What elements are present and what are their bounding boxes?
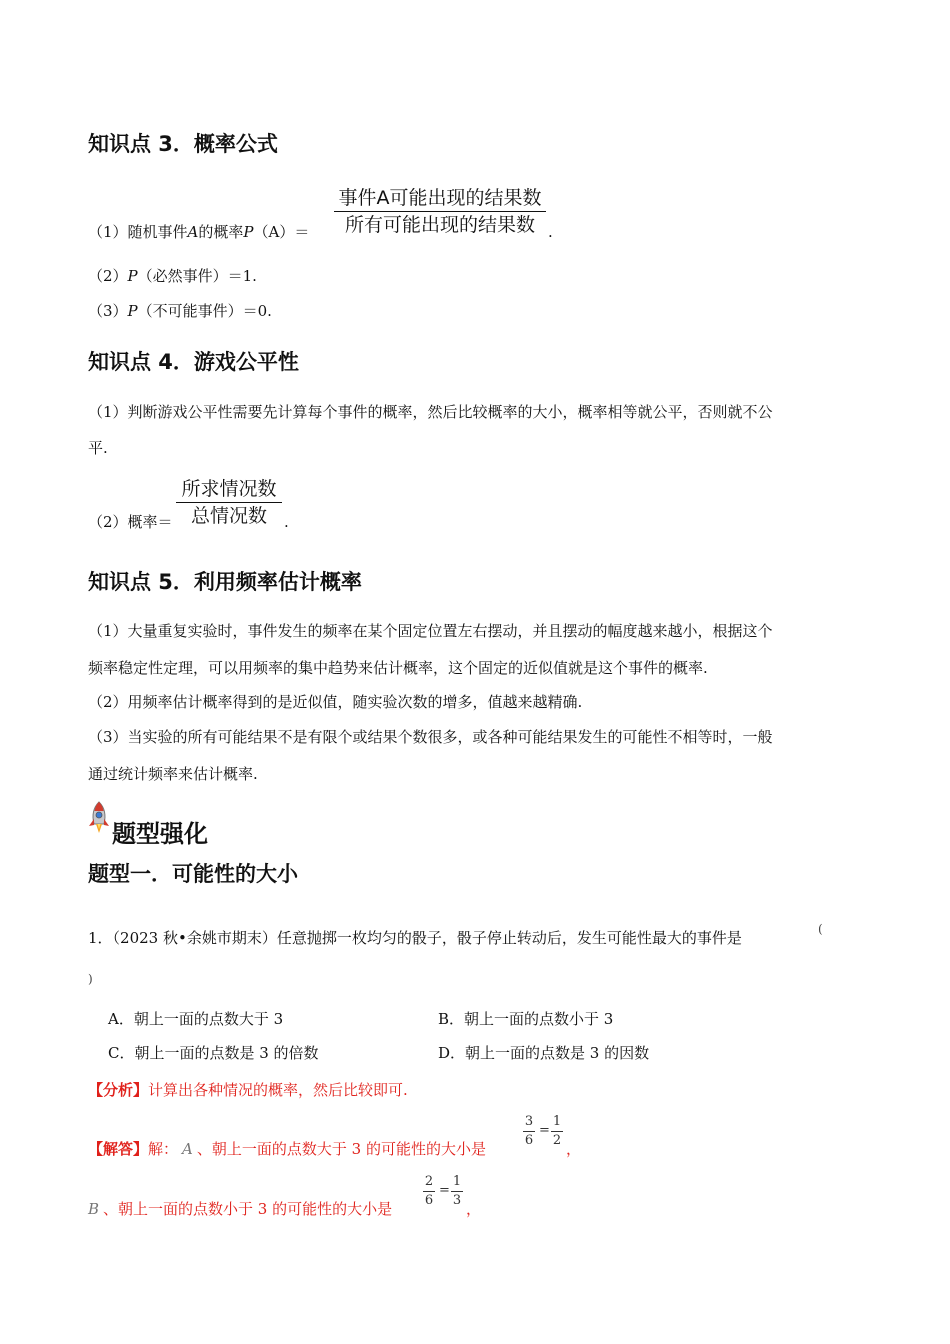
q1-paren-open: ( <box>818 922 823 936</box>
k3-fraction <box>334 186 546 237</box>
k3-line1-end: . <box>548 223 553 241</box>
k3-title: 知识点 3．概率公式 <box>88 132 278 156</box>
k5-line1b: 频率稳定性定理，可以用频率的集中趋势来估计概率，这个固定的近似值就是这个事件的概率. <box>88 659 708 677</box>
answer-tag: 【解答】 <box>88 1140 149 1158</box>
k5-title: 知识点 5．利用频率估计概率 <box>88 570 362 594</box>
k3-line3: （3）P（不可能事件）＝0. <box>88 302 272 320</box>
k5-line3b: 通过统计频率来估计概率. <box>88 765 258 783</box>
analysis-tag: 【分析】 <box>88 1081 149 1099</box>
k4-fraction-num: 所求情况数 <box>181 478 277 500</box>
k4-fraction <box>176 477 282 528</box>
q1-analysis <box>88 1080 408 1100</box>
a-fraction-1: 3 6 <box>524 1114 534 1148</box>
k4-line2: （2）概率＝ <box>88 513 173 531</box>
q1-option-b: B．朝上一面的点数小于 3 <box>438 1010 614 1028</box>
k5-line1a: （1）大量重复实验时，事件发生的频率在某个固定位置左右摆动，并且摆动的幅度越来越小，根据这个 <box>88 622 773 640</box>
k4-title: 知识点 4．游戏公平性 <box>88 350 299 374</box>
rocket-icon <box>86 800 112 836</box>
k5-line3a: （3）当实验的所有可能结果不是有限个或结果个数很多，或各种可能结果发生的可能性不相等时，一般 <box>88 728 773 746</box>
k3-line1: （1）随机事件A的概率P（A）＝ <box>88 223 310 241</box>
k4-line1a: （1）判断游戏公平性需要先计算每个事件的概率，然后比较概率的大小，概率相等就公平，否则就不公 <box>88 403 773 421</box>
k3-fraction-num: 事件A可能出现的结果数 <box>338 187 542 209</box>
a-fraction-2: 1 2 <box>552 1114 562 1148</box>
q1-stem: 1．（2023 秋•余姚市期末）任意抛掷一枚均匀的骰子，骰子停止转动后，发生可能性最大的事件是 <box>88 929 742 947</box>
q1-option-c: C．朝上一面的点数是 3 的倍数 <box>108 1044 319 1062</box>
k5-line2: （2）用频率估计概率得到的是近似值，随实验次数的增多，值越来越精确. <box>88 693 583 711</box>
q1-answer-b: B 、朝上一面的点数小于 3 的可能性的大小是 <box>88 1200 393 1218</box>
section-title: 题型强化 <box>112 820 208 848</box>
q1-option-a: A．朝上一面的点数大于 3 <box>108 1010 284 1028</box>
b-fraction-1: 2 6 <box>424 1174 434 1208</box>
section-subtitle: 题型一．可能性的大小 <box>88 862 298 886</box>
q1-paren-close: ) <box>88 972 93 986</box>
q1-option-d: D．朝上一面的点数是 3 的因数 <box>438 1044 650 1062</box>
k4-fraction-den: 总情况数 <box>190 505 267 527</box>
b-fraction-2: 1 3 <box>452 1174 462 1208</box>
q1-answer-a: 【解答】解： A 、朝上一面的点数大于 3 的可能性的大小是 <box>88 1140 486 1158</box>
k4-line1b: 平. <box>88 439 108 457</box>
k3-line2: （2）P（必然事件）＝1. <box>88 267 257 285</box>
k3-fraction-den: 所有可能出现的结果数 <box>344 214 535 236</box>
k4-line2-end: . <box>284 513 289 531</box>
analysis-text: 计算出各种情况的概率，然后比较即可. <box>148 1081 408 1099</box>
